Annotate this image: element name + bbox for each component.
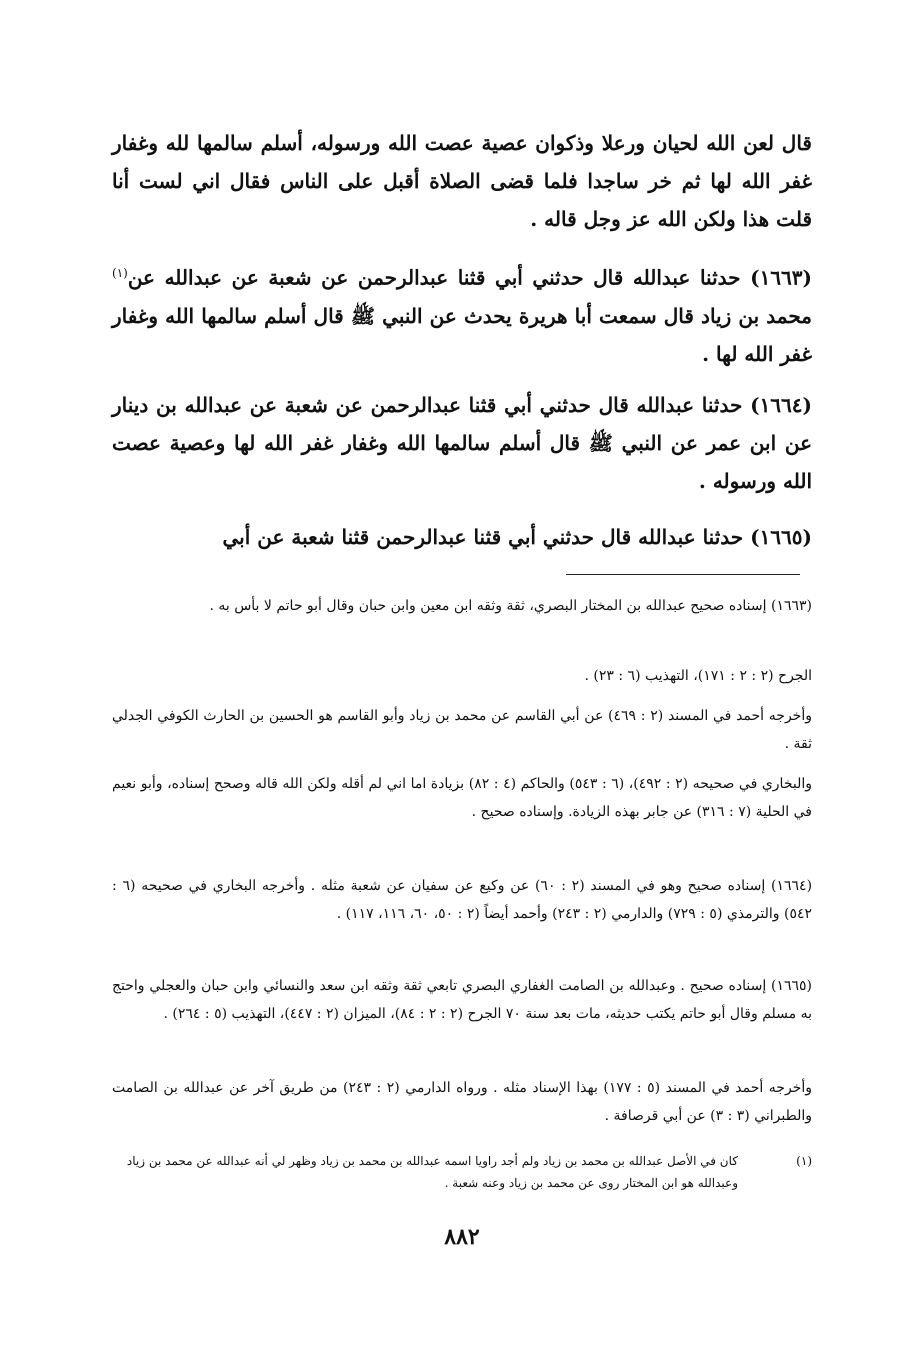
note-1663: (١٦٦٣) إسناده صحيح عبدالله بن المختار البصري، ثقة وثقه ابن معين وابن حبان وقال أبو حاتم لا بأس به . xyxy=(209,598,812,614)
note-1663-jarh: الجرح (٢ : ٢ : ١٧١)، التهذيب (٦ : ٢٣) . xyxy=(584,668,812,684)
footnote-reference-mark: (١) xyxy=(112,266,128,280)
note-1663-bukhari: والبخاري في صحيحه (٢ : ٤٩٢)، (٦ : ٥٤٣) والحاكم (٤ : ٨٢) بزيادة اما اني لم أقله ولكن الله قاله وصحح إسناده، وأبو نعيم في الحلية (٧ : ٣١٦) عن جابر بهذه الزيادة. وإسناده صحيح . xyxy=(112,776,813,820)
hadith-1664: (١٦٦٤) حدثنا عبدالله قال حدثني أبي قثنا عبدالرحمن عن شعبة عن عبدالله بن دينار عن ابن عمر عن النبي ﷺ قال أسلم سالمها الله وغفار غفر الله لها وعصية عصت الله ورسوله . xyxy=(112,393,812,493)
note-1664: (١٦٦٤) إسناده صحيح وهو في المسند (٢ : ٦٠) عن وكيع عن سفيان عن شعبة مثله . وأخرجه البخاري في صحيحه (٦ : ٥٤٢) والترمذي (٥ : ٧٢٩) والدارمي (٢ : ٢٤٣) وأحمد أيضاً (٢ : ٥٠، ٦٠، ١١٦، ١١٧) . xyxy=(112,878,813,922)
footnote-separator-rule xyxy=(566,574,800,575)
hadith-1663-text-b: محمد بن زياد قال سمعت أبا هريرة يحدث عن النبي ﷺ قال أسلم سالمها الله وغفار غفر الله لها . xyxy=(112,303,812,366)
page-number: ٨٨٢ xyxy=(444,1224,480,1250)
note-1665: (١٦٦٥) إسناده صحيح . وعبدالله بن الصامت الغفاري البصري تابعي ثقة وثقه ابن سعد والنسائي وابن حبان والعجلي واحتج به مسلم وقال أبو حاتم يكتب حديثه، مات بعد سنة ٧٠ الجرح (٢ : ٢ : ٨٤)، الميزان (٢ : ٤٤٧)، التهذيب (٥ : ٢٦٤) . xyxy=(112,978,812,1022)
hadith-1663 xyxy=(112,254,812,373)
note-1663-ahmad: وأخرجه أحمد في المسند (٢ : ٤٦٩) عن أبي القاسم عن محمد بن زياد وأبو القاسم هو الحسين بن الحارث الكوفي الجدلي ثقة . xyxy=(112,708,812,752)
footnote-1 xyxy=(112,1150,812,1194)
hadith-1663-text-a: (١٦٦٣) حدثنا عبدالله قال حدثني أبي قثنا عبدالرحمن عن شعبة عن عبدالله عن xyxy=(127,265,812,290)
hadith-1665-start: (١٦٦٥) حدثنا عبدالله قال حدثني أبي قثنا عبدالرحمن قثنا شعبة عن أبي xyxy=(222,525,812,549)
footnote-1-text: كان في الأصل عبدالله بن محمد بن زياد ولم أجد راويا اسمه عبدالله بن محمد بن زياد وظهر لي أنه عبدالله عن محمد بن زياد وعبدالله هو ابن المختار روى عن محمد بن زياد وعنه شعبة . xyxy=(126,1154,738,1190)
note-1665-ahmad: وأخرجه أحمد في المسند (٥ : ١٧٧) بهذا الإسناد مثله . ورواه الدارمي (٢ : ٢٤٣) من طريق آخر عن عبدالله بن الصامت والطبراني (٣ : ٣) عن أبي قرصافة . xyxy=(112,1080,812,1124)
main-paragraph-intro: قال لعن الله لحيان ورعلا وذكوان عصية عصت الله ورسوله، أسلم سالمها لله وغفار غفر الله لها ثم خر ساجدا فلما قضى الصلاة أقبل على الناس فقال اني لست أنا قلت هذا ولكن الله عز وجل قاله . xyxy=(112,131,812,231)
footnote-1-number: (١) xyxy=(796,1154,812,1168)
